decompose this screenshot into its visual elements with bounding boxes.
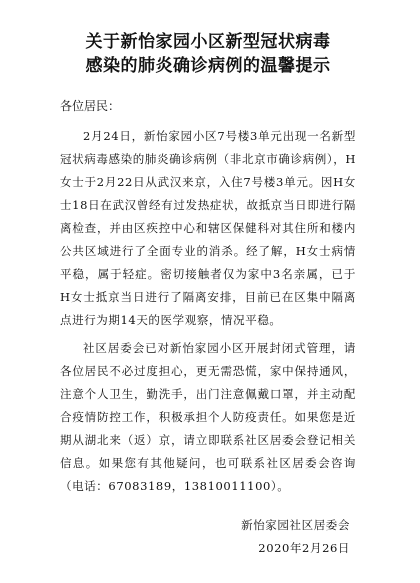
salutation: 各位居民：	[60, 99, 121, 113]
signature-date: 2020年2月26日	[258, 541, 350, 555]
notice-title-line-2: 感染的肺炎确诊病例的温馨提示	[85, 56, 331, 76]
paragraph-case-report: 2月24日，新怡家园小区7号楼3单元出现一名新型冠状病毒感染的肺炎确诊病例（非北京市确诊病例），H女士于2月22日从武汉来京，入住7号楼3单元。因H女士18日在武汉曾经有过发热症状，故抵京当日即进行隔离检查，并由区疾控中心和辖区保健科对其住所和楼内公共区域进行了全面专业的消杀。经了解，H女士病情平稳，属于轻症。密切接触者仅为家中3名亲属，已于H女士抵京当日进行了隔离安排，目前已在区集中隔离点进行为期14天的医学观察，情况平稳。	[60, 129, 356, 327]
signature-block	[60, 514, 350, 560]
notice-title-line-1: 关于新怡家园小区新型冠状病毒	[85, 32, 331, 52]
notice-title	[60, 30, 356, 78]
paragraph-community-measures: 社区居委会已对新怡家园小区开展封闭式管理，请各位居民不必过度担心，更无需恐慌，家中保持通风，注意个人卫生，勤洗手，出门注意佩戴口罩，并主动配合疫情防控工作，积极承担个人防疫责任。如果您是近期从湖北来（返）京，请立即联系社区居委会登记相关信息。如果您有其他疑问，也可联系社区居委会咨询（电话：67083189，13810011100）。	[60, 341, 356, 493]
signature-organization: 新怡家园社区居委会	[241, 518, 350, 532]
